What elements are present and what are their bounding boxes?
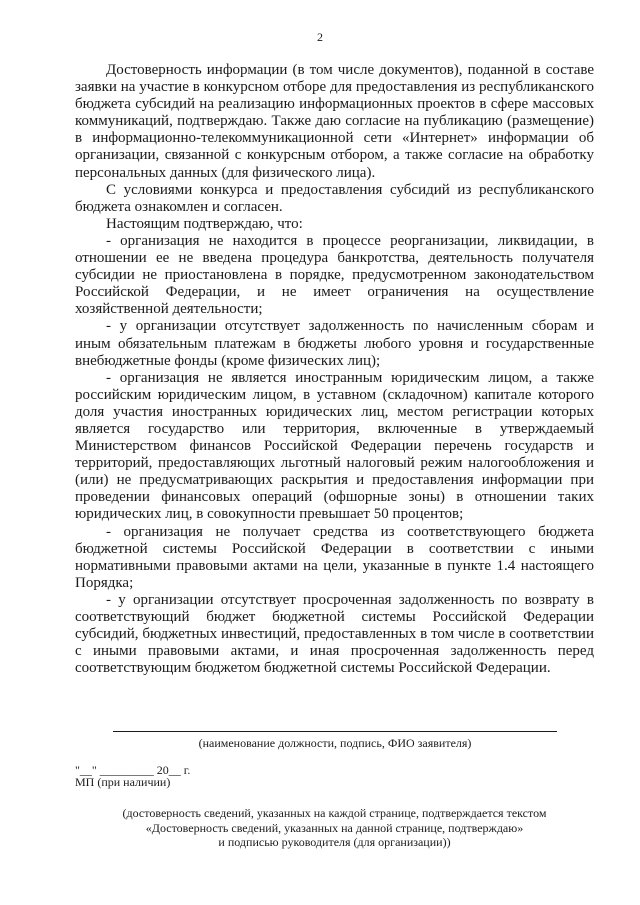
date-line: "__" _________ 20__ г. bbox=[75, 763, 191, 777]
list-item-no-reorganization: - организация не находится в процессе реорганизации, ликвидации, в отношении ее не введена процедура банкротства, деятельность получателя субсидии не приостановлена в порядке, предусмотренном законодательством Российской Федерации, и не имеет ограничения на осуществление хозяйственной деятельности; bbox=[75, 232, 594, 318]
footer-note-line: (достоверность сведений, указанных на каждой странице, подтверждается текстом bbox=[122, 806, 547, 820]
list-item-not-foreign-entity: - организация не является иностранным юридическим лицом, а также российским юридическим лицом, в уставном (складочном) капитале которого доля участия иностранных юридических лиц, местом регистрации которых является государство или территория, включенные в утверждаемый Министерством финансов Российской Федерации перечень государств и территорий, предоставляющих льготный налоговый режим налогообложения и (или) не предусматривающих раскрытия и предоставления информации при проведении финансовых операций (офшорные зоны) в отношении таких юридических лиц, в совокупности превышает 50 процентов; bbox=[75, 369, 594, 523]
list-item-no-other-budget-funds: - организация не получает средства из соответствующего бюджета бюджетной системы Российской Федерации в соответствии с иными нормативными правовыми актами на цели, указанные в пункте 1.4 настоящего Порядка; bbox=[75, 523, 594, 591]
page-number: 2 bbox=[317, 30, 323, 44]
paragraph-accuracy-consent: Достоверность информации (в том числе документов), поданной в составе заявки на участие в конкурсном отборе для предоставления из республиканского бюджета субсидий на реализацию информационных проектов в сфере массовых коммуникаций, подтверждаю. Также даю согласие на публикацию (размещение) в информационно-телекоммуникационной сети «Интернет» информации об организации, связанной с конкурсным отбором, а также согласие на обработку персональных данных (для физического лица). bbox=[75, 62, 594, 181]
paragraph-terms-agreement: С условиями конкурса и предоставления субсидий из республиканского бюджета ознакомлен и согласен. bbox=[75, 181, 594, 215]
list-item-no-overdue-debt: - у организации отсутствует просроченная задолженность по возврату в соответствующий бюджет бюджетной системы Российской Федерации субсидий, бюджетных инвестиций, предоставленных в том числе в соответствии с иными правовыми актами, и иная просроченная задолженность перед соответствующим бюджетом бюджетной системы Российской Федерации. bbox=[75, 591, 594, 677]
footer-note-line: «Достоверность сведений, указанных на данной странице, подтверждаю» bbox=[145, 820, 524, 835]
signature-line bbox=[113, 731, 557, 732]
declaration-body bbox=[75, 62, 594, 677]
signature-caption: (наименование должности, подпись, ФИО заявителя) bbox=[198, 736, 472, 750]
footer-note-line: и подписью руководителя (для организации)) bbox=[218, 835, 451, 849]
paragraph-confirmation-intro: Настоящим подтверждаю, что: bbox=[106, 215, 303, 232]
footer-note bbox=[75, 806, 594, 850]
stamp-line: МП (при наличии) bbox=[75, 775, 171, 789]
list-item-no-tax-debt: - у организации отсутствует задолженность по начисленным сборам и иным обязательным платежам в бюджеты любого уровня и государственные внебюджетные фонды (кроме физических лиц); bbox=[75, 318, 594, 369]
